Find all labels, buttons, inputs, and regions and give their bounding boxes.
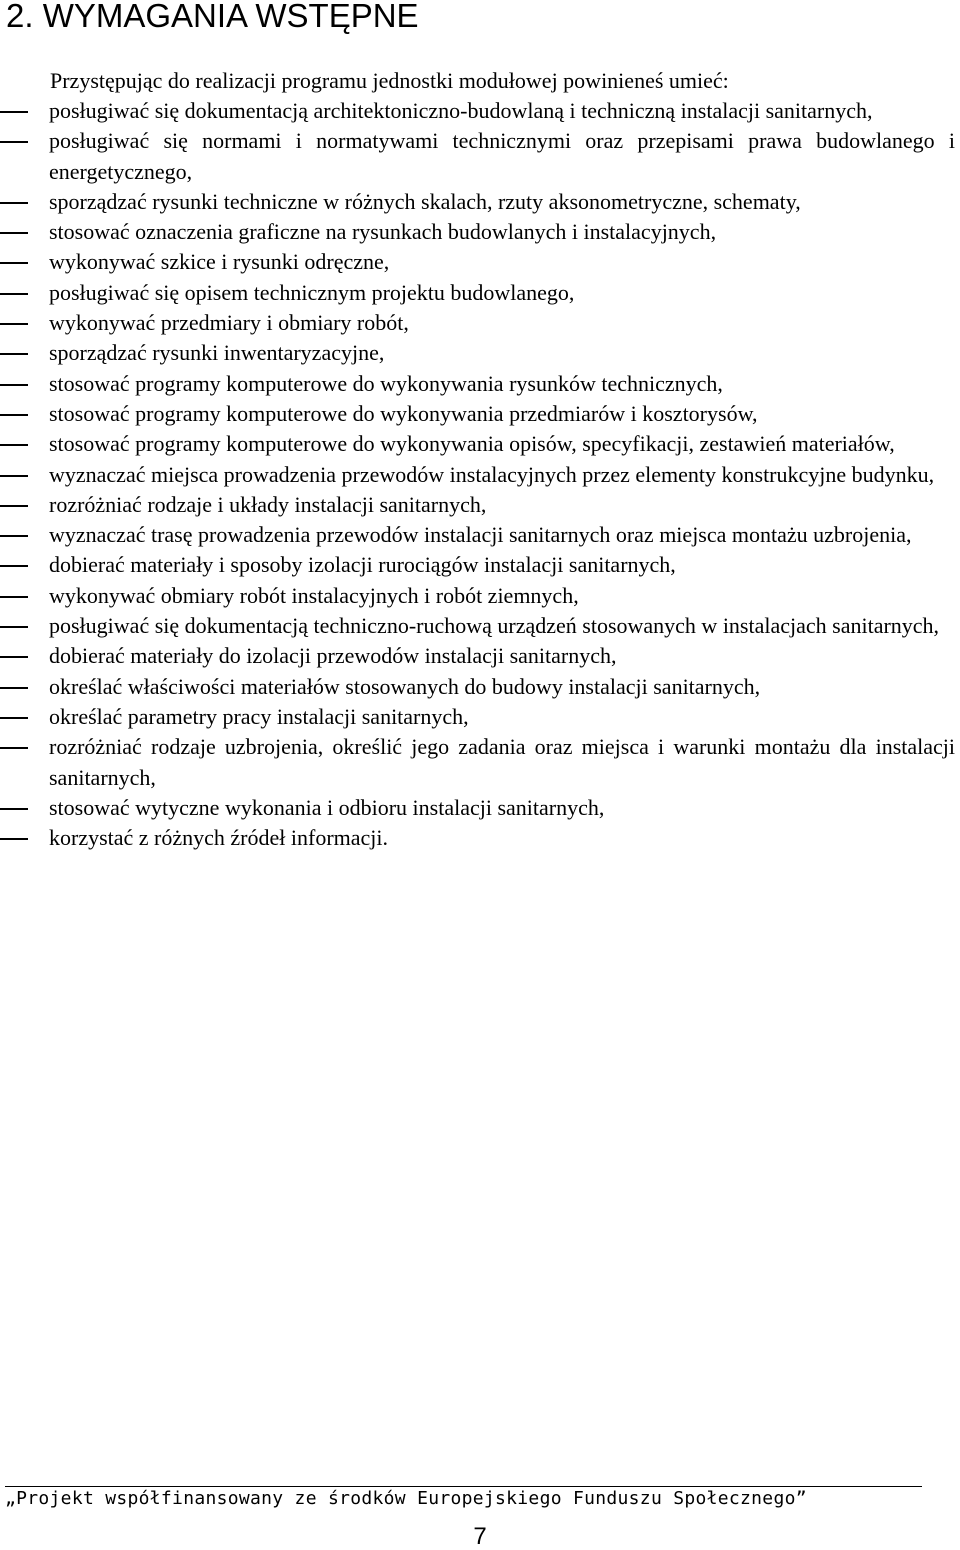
list-item	[0, 338, 955, 368]
dash-bullet-icon	[0, 808, 28, 810]
list-item-text: stosować programy komputerowe do wykonywania przedmiarów i kosztorysów,	[49, 400, 758, 426]
dash-bullet-icon	[0, 505, 28, 507]
dash-bullet-icon	[0, 202, 28, 204]
list-item	[0, 429, 955, 459]
list-item-text: posługiwać się dokumentacją techniczno-ruchową urządzeń stosowanych w instalacjach sanitarnych,	[49, 613, 940, 639]
list-item	[0, 217, 955, 247]
dash-bullet-icon	[0, 293, 28, 295]
dash-bullet-icon	[0, 747, 28, 749]
list-item-text: wykonywać szkice i rysunki odręczne,	[49, 249, 390, 275]
dash-bullet-icon	[0, 141, 28, 143]
list-item	[0, 187, 955, 217]
dash-bullet-icon	[0, 323, 28, 325]
dash-bullet-icon	[0, 232, 28, 234]
list-item	[0, 308, 955, 338]
list-item	[0, 369, 955, 399]
list-item-text: wykonywać obmiary robót instalacyjnych i robót ziemnych,	[49, 582, 579, 608]
list-item	[0, 247, 955, 277]
dash-bullet-icon	[0, 535, 28, 537]
list-item	[0, 550, 955, 580]
list-item	[0, 581, 955, 611]
list-item-text: dobierać materiały do izolacji przewodów instalacji sanitarnych,	[49, 643, 617, 669]
list-item-text: stosować wytyczne wykonania i odbioru instalacji sanitarnych,	[49, 794, 605, 820]
dash-bullet-icon	[0, 626, 28, 628]
list-item	[0, 520, 955, 550]
list-item	[0, 96, 955, 126]
requirements-list	[0, 96, 955, 853]
list-item-text: dobierać materiały i sposoby izolacji rurociągów instalacji sanitarnych,	[49, 552, 676, 578]
dash-bullet-icon	[0, 656, 28, 658]
list-item-text: posługiwać się normami i normatywami technicznymi oraz przepisami prawa budowlanego i energetycznego,	[49, 128, 955, 184]
list-item	[0, 126, 955, 187]
list-item	[0, 399, 955, 429]
dash-bullet-icon	[0, 353, 28, 355]
list-item	[0, 702, 955, 732]
dash-bullet-icon	[0, 475, 28, 477]
list-item-text: rozróżniać rodzaje uzbrojenia, określić jego zadania oraz miejsca i warunki montażu dla instalacji sanitarnych,	[49, 734, 955, 790]
footer-funding-note: „Projekt współfinansowany ze środków Europejskiego Funduszu Społecznego”	[5, 1488, 807, 1509]
list-item	[0, 278, 955, 308]
list-item-text: określać właściwości materiałów stosowanych do budowy instalacji sanitarnych,	[49, 673, 761, 699]
list-item	[0, 460, 955, 490]
footer-divider	[5, 1486, 922, 1487]
dash-bullet-icon	[0, 111, 28, 113]
dash-bullet-icon	[0, 565, 28, 567]
list-item	[0, 672, 955, 702]
intro-text: Przystępując do realizacji programu jednostki modułowej powinieneś umieć:	[50, 68, 729, 93]
list-item-text: korzystać z różnych źródeł informacji.	[49, 825, 389, 851]
list-item-text: stosować programy komputerowe do wykonywania opisów, specyfikacji, zestawień materiałów,	[49, 431, 895, 457]
dash-bullet-icon	[0, 414, 28, 416]
dash-bullet-icon	[0, 838, 28, 840]
section-heading: 2. WYMAGANIA WSTĘPNE	[6, 0, 419, 34]
list-item-text: wyznaczać miejsca prowadzenia przewodów instalacyjnych przez elementy konstrukcyjne budynku,	[49, 461, 935, 487]
list-item-text: wykonywać przedmiary i obmiary robót,	[49, 310, 409, 336]
list-item-text: sporządzać rysunki inwentaryzacyjne,	[49, 340, 385, 366]
dash-bullet-icon	[0, 262, 28, 264]
dash-bullet-icon	[0, 444, 28, 446]
list-item	[0, 793, 955, 823]
list-item-text: stosować oznaczenia graficzne na rysunkach budowlanych i instalacyjnych,	[49, 219, 717, 245]
list-item-text: rozróżniać rodzaje i układy instalacji sanitarnych,	[49, 491, 487, 517]
dash-bullet-icon	[0, 596, 28, 598]
list-item	[0, 823, 955, 853]
list-item-text: posługiwać się dokumentacją architektoniczno-budowlaną i techniczną instalacji sanitarnych,	[49, 98, 873, 123]
list-item	[0, 641, 955, 671]
list-item	[0, 490, 955, 520]
list-item-text: sporządzać rysunki techniczne w różnych skalach, rzuty aksonometryczne, schematy,	[49, 188, 801, 214]
list-item	[0, 732, 955, 793]
list-item	[0, 611, 955, 641]
list-item-text: stosować programy komputerowe do wykonywania rysunków technicznych,	[49, 370, 723, 396]
dash-bullet-icon	[0, 717, 28, 719]
dash-bullet-icon	[0, 384, 28, 386]
list-item-text: wyznaczać trasę prowadzenia przewodów instalacji sanitarnych oraz miejsca montażu uzbrojenia,	[49, 522, 912, 548]
list-item-text: określać parametry pracy instalacji sanitarnych,	[49, 703, 469, 729]
page-number: 7	[473, 1523, 487, 1550]
dash-bullet-icon	[0, 687, 28, 689]
list-item-text: posługiwać się opisem technicznym projektu budowlanego,	[49, 279, 575, 305]
